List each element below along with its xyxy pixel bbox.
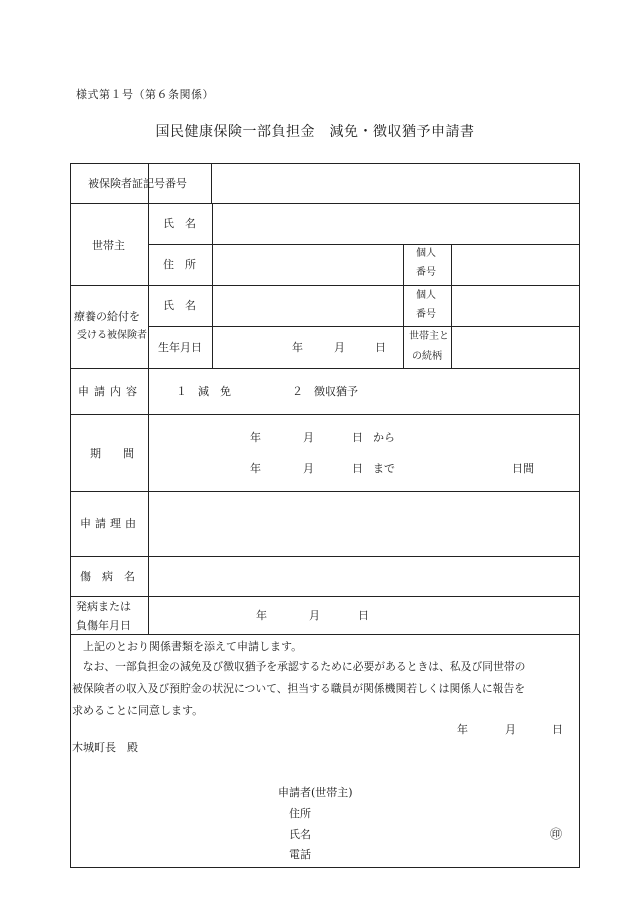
beneficiary-name-label: 氏 名	[163, 299, 196, 312]
personal-number-label: 個人	[416, 248, 436, 259]
relation-field[interactable]	[452, 327, 579, 368]
period-label: 期 間	[90, 447, 134, 460]
period-from-year: 年	[250, 431, 261, 444]
reason-field[interactable]	[149, 492, 579, 556]
beneficiary-label: 療養の給付を	[74, 310, 140, 323]
period-to-year: 年	[250, 462, 261, 475]
relation-label: の続柄	[412, 351, 442, 362]
birthdate-day: 日	[375, 341, 386, 354]
householder-address-label: 住 所	[163, 258, 196, 271]
rule	[70, 414, 580, 415]
date-day: 日	[552, 723, 563, 736]
option-deferral[interactable]: 徴収猶予	[314, 385, 358, 398]
birthdate-year: 年	[292, 341, 303, 354]
beneficiary-personal-number-field[interactable]	[452, 286, 579, 326]
illness-label: 傷 病 名	[80, 570, 135, 583]
personal-number-label: 番号	[416, 309, 436, 320]
reason-label: 申請理由	[80, 517, 140, 530]
period-from-month: 月	[303, 431, 314, 444]
applicant-address-label: 住所	[289, 807, 311, 820]
applicant-phone-field[interactable]	[315, 845, 565, 865]
householder-label: 世帯主	[92, 239, 125, 252]
rule	[70, 596, 580, 597]
rule	[70, 368, 580, 369]
applicant-label: 申請者(世帯主)	[278, 786, 353, 799]
period-from-text: から	[373, 431, 395, 444]
period-to-month: 月	[303, 462, 314, 475]
statement-line: なお、一部負担金の減免及び徴収猶予を承認するために必要があるときは、私及び同世帯の	[72, 660, 526, 673]
option-exemption[interactable]: 減 免	[198, 385, 231, 398]
rule	[403, 244, 404, 368]
illness-field[interactable]	[149, 557, 579, 596]
period-to-day: 日	[352, 462, 363, 475]
relation-label: 世帯主と	[409, 331, 449, 342]
seal-mark: ㊞	[550, 827, 563, 841]
option-exemption-number[interactable]: １	[176, 385, 187, 398]
householder-name-label: 氏 名	[163, 217, 196, 230]
onset-label: 負傷年月日	[76, 619, 131, 632]
statement-line: 被保険者の収入及び預貯金の状況について、担当する職員が関係機関若しくは関係人に報告を	[72, 682, 526, 695]
householder-personal-number-field[interactable]	[452, 245, 579, 285]
birthdate-month: 月	[334, 341, 345, 354]
onset-year: 年	[256, 609, 267, 622]
form-number: 様式第１号（第６条関係）	[76, 88, 214, 101]
applicant-name-field[interactable]	[315, 824, 545, 844]
onset-month: 月	[309, 609, 320, 622]
personal-number-label: 個人	[416, 290, 436, 301]
personal-number-label: 番号	[416, 267, 436, 278]
rule	[70, 634, 580, 635]
beneficiary-name-field[interactable]	[213, 286, 402, 326]
beneficiary-label: 受ける被保険者	[77, 330, 147, 341]
applicant-name-label: 氏名	[289, 828, 311, 841]
period-to-text: まで	[373, 462, 395, 475]
period-days-text: 日間	[512, 462, 534, 475]
date-year: 年	[457, 723, 468, 736]
option-deferral-number[interactable]: ２	[292, 385, 303, 398]
request-content-label: 申請内容	[78, 385, 142, 398]
householder-address-field[interactable]	[213, 245, 402, 285]
onset-label: 発病または	[76, 600, 131, 613]
statement-line: 求めることに同意します。	[72, 704, 204, 717]
householder-name-field[interactable]	[213, 204, 579, 244]
applicant-address-field[interactable]	[315, 803, 565, 823]
applicant-phone-label: 電話	[289, 848, 311, 861]
period-from-day: 日	[352, 431, 363, 444]
birthdate-label: 生年月日	[158, 341, 202, 354]
document-title: 国民健康保険一部負担金 減免・徴収猶予申請書	[155, 124, 475, 140]
addressee: 木城町長 殿	[72, 741, 138, 754]
statement-line: 上記のとおり関係書類を添えて申請します。	[72, 640, 303, 653]
date-month: 月	[505, 723, 516, 736]
insurance-card-field[interactable]	[212, 164, 579, 203]
insurance-card-label: 被保険者証記号番号	[88, 177, 187, 190]
onset-day: 日	[358, 609, 369, 622]
